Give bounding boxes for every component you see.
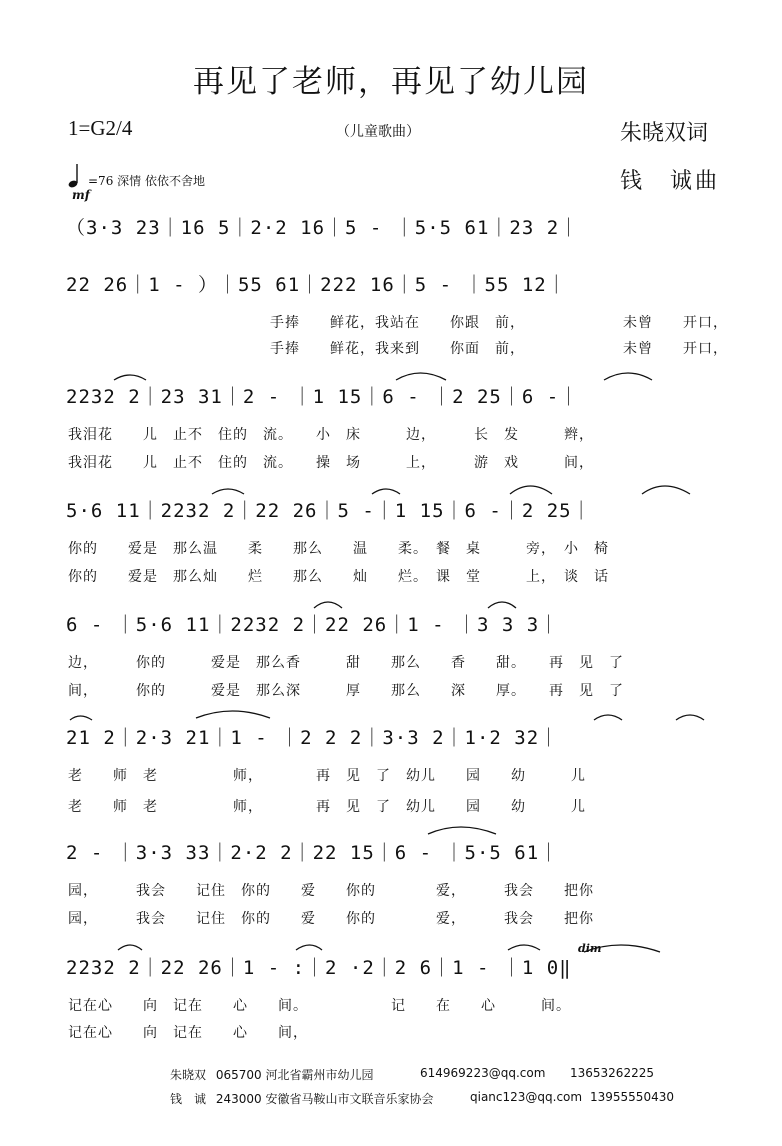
slur <box>676 715 704 720</box>
slur <box>508 945 540 950</box>
footer-email-1: 614969223@qq.com <box>420 1066 546 1080</box>
music-line-6: 21 2｜2·3 21｜1 - ｜2 2 2｜3·3 2｜1·2 32｜ <box>66 727 560 749</box>
slur <box>114 375 146 380</box>
music-line-5: 6 - ｜5·6 11｜2232 2｜22 26｜1 - ｜3 3 3｜ <box>66 614 560 636</box>
music-line-7: 2 - ｜3·3 33｜2·2 2｜22 15｜6 - ｜5·5 61｜ <box>66 842 560 864</box>
footer-email-2: qianc123@qq.com <box>470 1090 583 1104</box>
footer-contact-2 <box>170 1090 674 1107</box>
lyric-line-8-verse-2: 记在心 向 记在 心 间， <box>68 1025 308 1041</box>
lyric-line-2-verse-2: 手捧 鲜花，我来到 你面 前， 未曾 开口， <box>270 341 728 357</box>
dynamic-mf: mf <box>72 188 90 202</box>
music-line-8: 2232 2｜22 26｜1 - :｜2 ·2｜2 6｜1 - ｜1 0‖ <box>66 957 572 979</box>
key-signature: 1=G2/4 <box>68 116 133 140</box>
lyric-line-8-verse-1: 记在心 向 记在 心 间。 记 在 心 间。 <box>68 998 571 1014</box>
music-line-1: （3·3 23｜16 5｜2·2 16｜5 - ｜5·5 61｜23 2｜ <box>66 217 580 239</box>
quarter-note-icon <box>68 163 82 189</box>
slur <box>428 827 496 834</box>
footer-phone-2: 13955550430 <box>590 1090 674 1104</box>
lyricist-credit: 朱晓双词 <box>620 121 709 146</box>
slur <box>510 486 552 494</box>
footer-address-2: 243000 安徽省马鞍山市文联音乐家协会 <box>215 1092 434 1106</box>
lyric-line-3-verse-1: 我泪花 儿 止不 住的 流。 小 床 边， 长 发 辫， <box>68 427 594 443</box>
footer-address-1: 065700 河北省霸州市幼儿园 <box>215 1068 374 1082</box>
music-line-3: 2232 2｜23 31｜2 - ｜1 15｜6 - ｜2 25｜6 -｜ <box>66 386 580 408</box>
footer-phone-1: 13653262225 <box>570 1066 654 1080</box>
footer-contact-1 <box>170 1066 654 1083</box>
lyric-line-6-verse-1: 老 师 老 师， 再 见 了 幼儿 园 幼 儿 <box>68 768 586 784</box>
slur <box>70 716 92 720</box>
footer-name-2: 钱 诚 <box>170 1092 207 1106</box>
dynamic-dim: dim <box>578 942 602 955</box>
genre-label: （儿童歌曲） <box>336 124 420 140</box>
slur <box>296 945 322 950</box>
music-line-2: 22 26｜1 - ）｜55 61｜222 16｜5 - ｜55 12｜ <box>66 274 567 296</box>
slur <box>196 711 270 718</box>
music-line-4: 5·6 11｜2232 2｜22 26｜5 -｜1 15｜6 -｜2 25｜ <box>66 500 592 522</box>
slur <box>212 489 244 494</box>
lyric-line-5-verse-2: 间， 你的 爱是 那么深 厚 那么 深 厚。 再 见 了 <box>68 683 624 699</box>
slur <box>372 489 400 494</box>
footer-name-1: 朱晓双 <box>170 1068 207 1082</box>
slur <box>642 486 690 494</box>
lyric-line-7-verse-2: 园， 我会 记住 你的 爱 你的 爱， 我会 把你 <box>68 911 594 927</box>
slur <box>604 373 652 380</box>
lyric-line-3-verse-2: 我泪花 儿 止不 住的 流。 操 场 上， 游 戏 间， <box>68 455 594 471</box>
lyric-line-2-verse-1: 手捧 鲜花，我站在 你跟 前， 未曾 开口， <box>270 315 728 331</box>
slur <box>314 602 342 608</box>
score-title: 再见了老师，再见了幼儿园 <box>193 64 589 100</box>
lyric-line-4-verse-2: 你的 爱是 那么灿 烂 那么 灿 烂。 课 堂 上， 谈 话 <box>68 569 609 585</box>
slur <box>396 373 446 380</box>
slur <box>118 945 142 950</box>
slur <box>488 602 516 608</box>
lyric-line-5-verse-1: 边， 你的 爱是 那么香 甜 那么 香 甜。 再 见 了 <box>68 655 624 671</box>
composer-credit: 钱 诚曲 <box>620 169 721 194</box>
lyric-line-4-verse-1: 你的 爱是 那么温 柔 那么 温 柔。 餐 桌 旁， 小 椅 <box>68 541 609 557</box>
lyric-line-7-verse-1: 园， 我会 记住 你的 爱 你的 爱， 我会 把你 <box>68 883 594 899</box>
slur <box>594 715 622 720</box>
lyric-line-6-verse-2: 老 师 老 师， 再 见 了 幼儿 园 幼 儿 <box>68 799 586 815</box>
tempo-marking: =76 深情 依依不舍地 <box>88 174 205 188</box>
